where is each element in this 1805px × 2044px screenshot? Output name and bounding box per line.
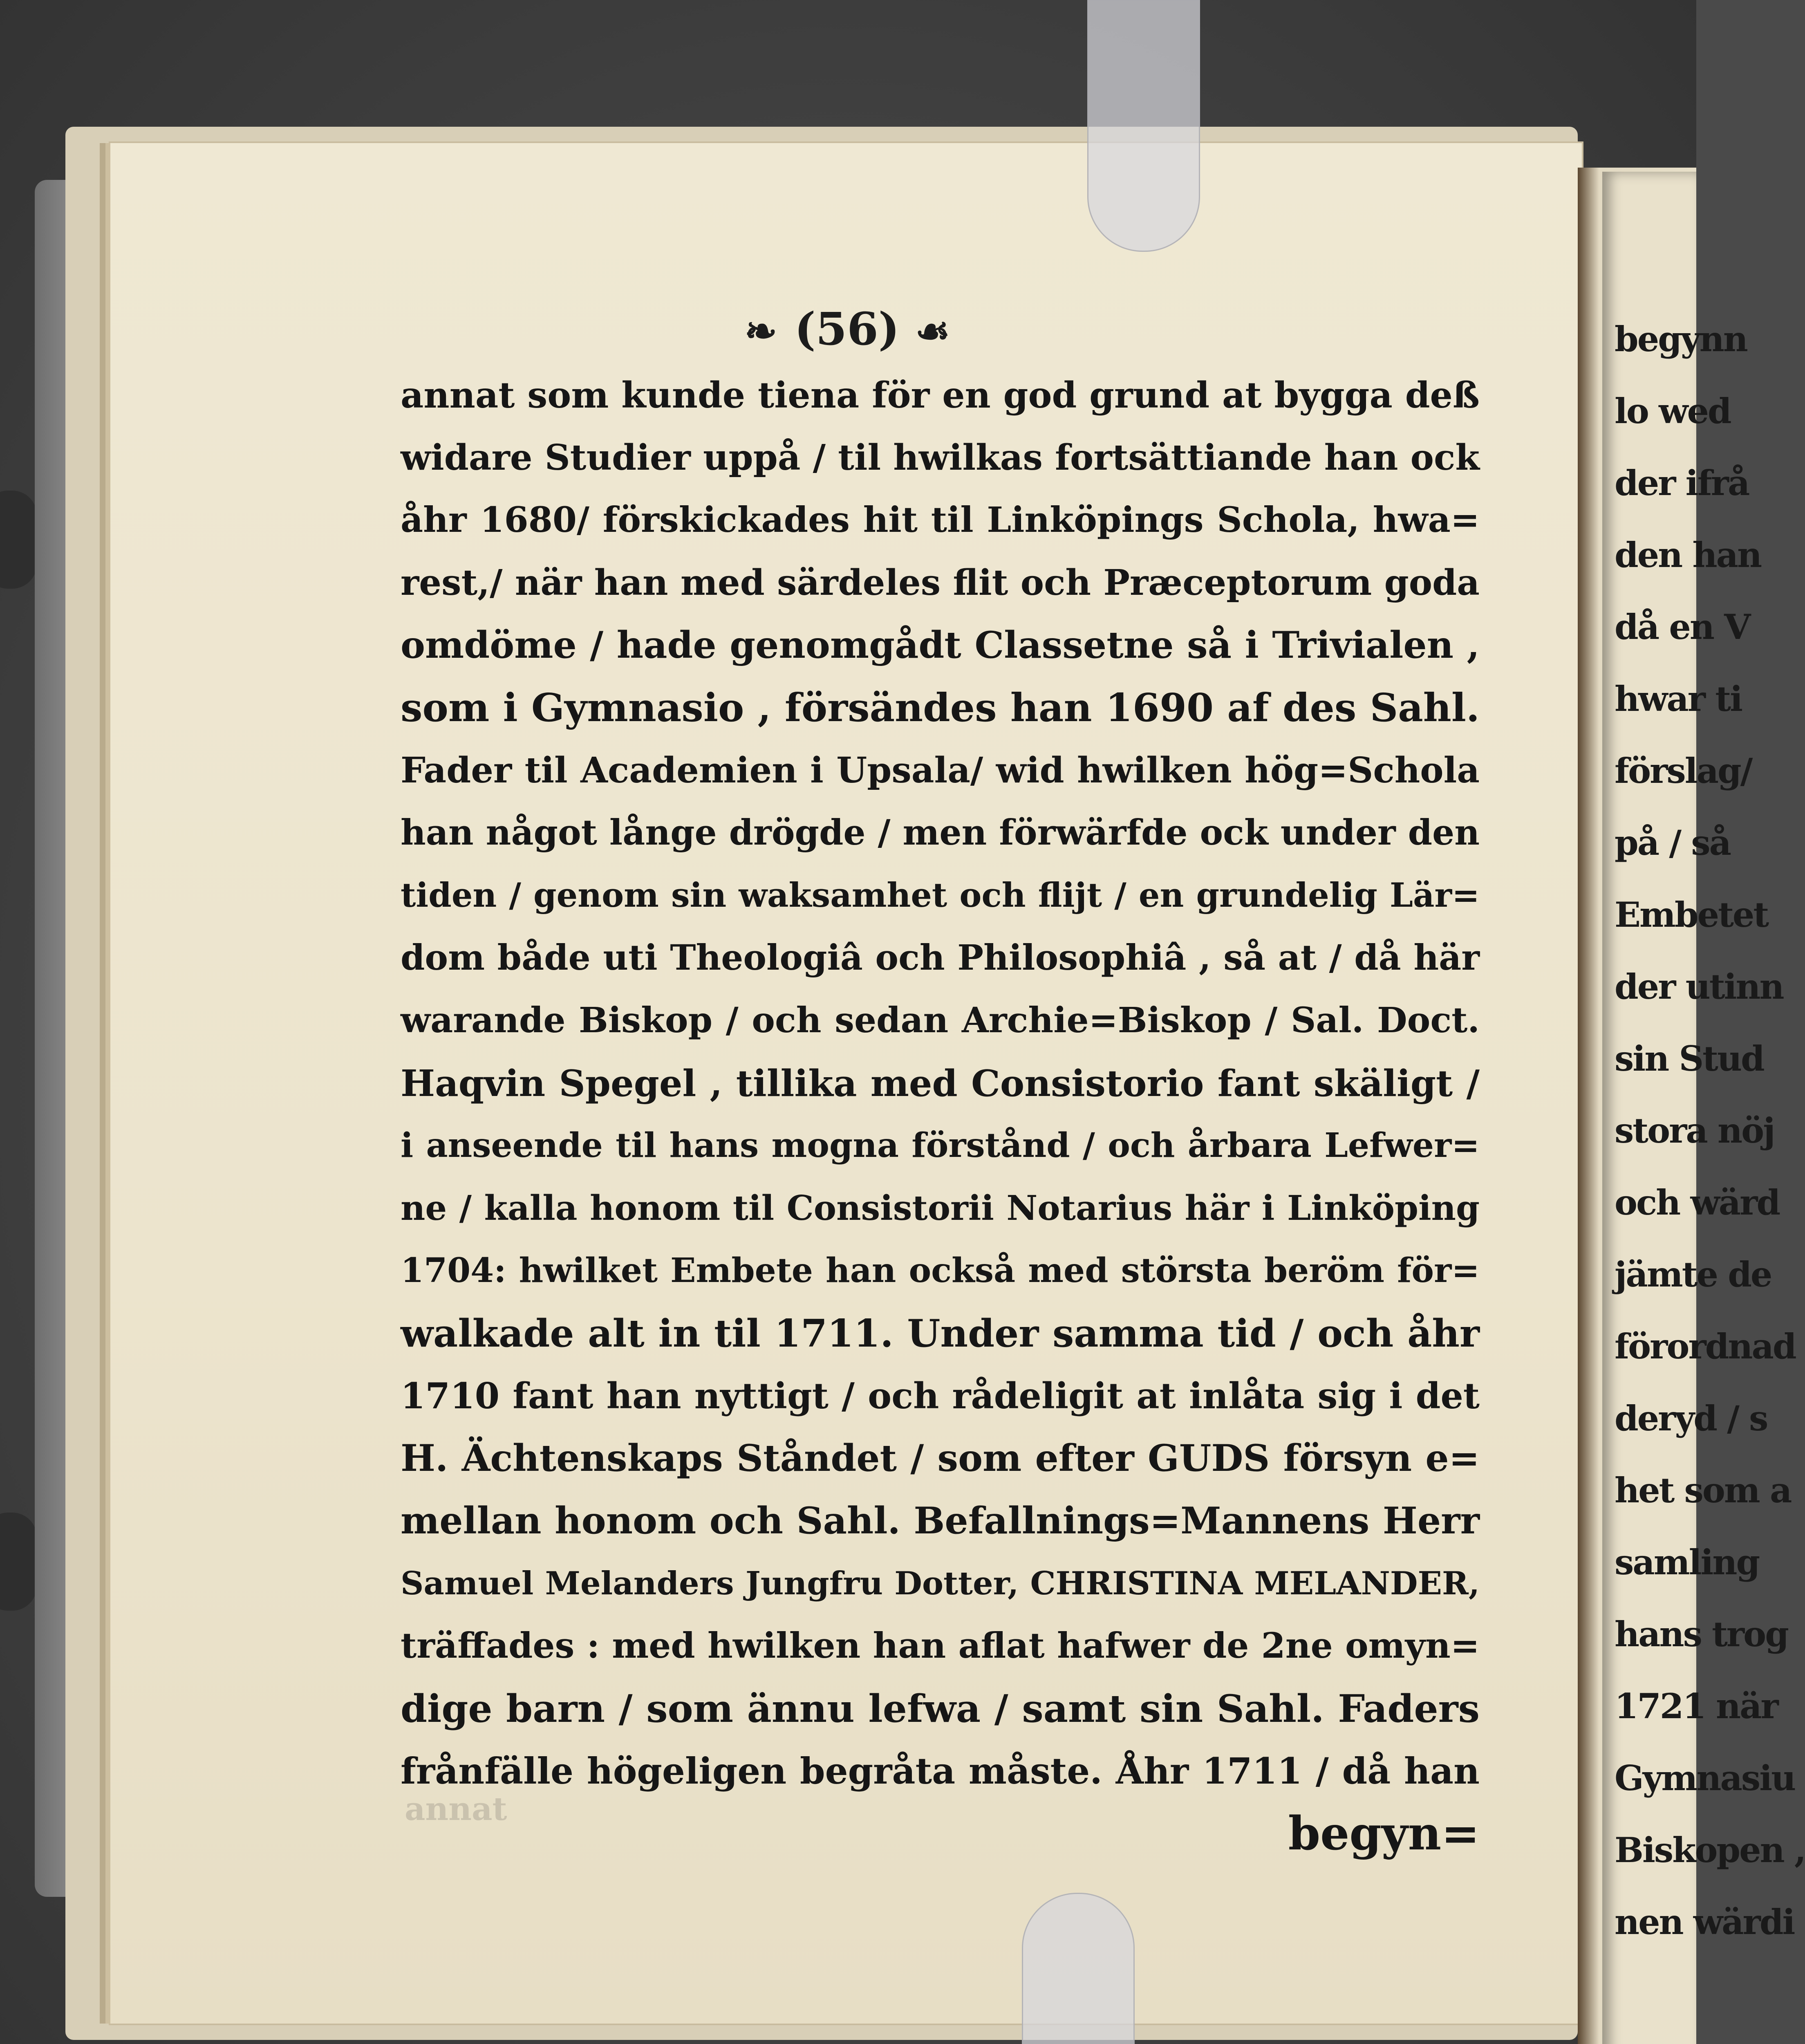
text-line: han något långe drögde / men förwärfde ock under den <box>401 812 1480 853</box>
body-text <box>401 364 1480 1865</box>
right-page-line: deryd / s <box>1615 1398 1767 1439</box>
page-clip-bottom <box>1022 1893 1135 2044</box>
right-page-line: då en V <box>1615 607 1750 647</box>
text-line: rest,/ när han med särdeles flit och Præceptorum goda <box>401 562 1480 603</box>
text-line: tiden / genom sin waksamhet och flijt / en grundelig Lär= <box>401 876 1480 915</box>
header-ornament-left-icon: ❧ <box>744 309 779 354</box>
text-line: warande Biskop / och sedan Archie=Biskop / Sal. Doct. <box>401 1000 1480 1041</box>
right-page-line: förordnad <box>1615 1326 1796 1367</box>
text-line: H. Ächtenskaps Ståndet / som efter GUDS försyn e= <box>401 1437 1480 1480</box>
text-line: som i Gymnasio , försändes han 1690 af des Sahl. <box>401 685 1480 731</box>
right-page-line: der ifrå <box>1615 463 1749 503</box>
text-line: Samuel Melanders Jungfru Dotter, CHRISTINA MELANDER, <box>401 1565 1480 1602</box>
text-line: dom både uti Theologiâ och Philosophiâ , så at / då här <box>401 937 1480 978</box>
text-line: widare Studier uppå / til hwilkas fortsättiande han ock <box>401 437 1480 478</box>
text-line: Haqvin Spegel , tillika med Consistorio fant skäligt / <box>401 1062 1480 1105</box>
right-page-line: sin Stud <box>1615 1038 1764 1079</box>
text-line: frånfälle högeligen begråta måste. Åhr 1711 / då han <box>401 1750 1480 1792</box>
catchword: begyn= <box>1288 1807 1480 1860</box>
right-page-line: nen wärdi <box>1615 1902 1794 1942</box>
right-page-line: på / så <box>1615 823 1731 863</box>
right-page-line: hans trog <box>1615 1614 1788 1654</box>
right-page-line: och wärd <box>1615 1182 1780 1223</box>
right-page-line: 1721 när <box>1615 1686 1778 1726</box>
text-line: omdöme / hade genomgådt Classetne så i Trivialen , <box>401 623 1480 667</box>
right-page-line: den han <box>1615 535 1761 575</box>
page-header <box>0 303 1696 355</box>
text-line: walkade alt in til 1711. Under samma tid / och åhr <box>401 1311 1480 1356</box>
text-line: träffades : med hwilken han aflat hafwer de 2ne omyn= <box>401 1625 1480 1666</box>
header-ornament-right-icon: ☙ <box>915 309 952 354</box>
text-line: ne / kalla honom til Consistorii Notarius här i Linköping <box>401 1188 1480 1228</box>
right-page-line: het som a <box>1615 1470 1791 1511</box>
binding-tab-bottom <box>0 1513 37 1611</box>
text-line: dige barn / som ännu lefwa / samt sin Sahl. Faders <box>401 1686 1480 1731</box>
right-page-line: der utinn <box>1615 966 1783 1007</box>
page-number: (56) <box>794 303 900 355</box>
page-clip-top <box>1087 0 1200 252</box>
right-page-line: samling <box>1615 1542 1759 1582</box>
binding-tab-top <box>0 491 37 589</box>
right-page-fragment <box>1602 172 1805 2044</box>
right-page-line: Biskopen , <box>1615 1830 1805 1870</box>
text-line: Fader til Academien i Upsala/ wid hwilken hög=Schola <box>401 750 1480 791</box>
bleed-through-text: annat <box>405 1791 507 1828</box>
right-page-line: Embetet <box>1615 894 1768 935</box>
right-page-line: hwar ti <box>1615 679 1742 719</box>
text-line: i anseende til hans mogna förstånd / och årbara Lefwer= <box>401 1126 1480 1165</box>
text-line: annat som kunde tiena för en god grund at bygga deß <box>401 374 1480 416</box>
right-page-line: begynn <box>1615 319 1747 359</box>
text-line: 1710 fant han nyttigt / och rådeligit at inlåta sig i det <box>401 1375 1480 1417</box>
text-line: mellan honom och Sahl. Befallnings=Mannens Herr <box>401 1499 1480 1542</box>
right-page-line: förslag/ <box>1615 751 1752 791</box>
text-line: åhr 1680/ förskickades hit til Linköpings Schola, hwa= <box>401 500 1480 540</box>
text-line: 1704: hwilket Embete han också med största beröm för= <box>401 1251 1480 1290</box>
right-page-line: lo wed <box>1615 391 1731 431</box>
right-page-line: Gymnasiu <box>1615 1758 1795 1798</box>
right-page-line: jämte de <box>1615 1254 1771 1295</box>
right-page-line: stora nöj <box>1615 1110 1774 1151</box>
